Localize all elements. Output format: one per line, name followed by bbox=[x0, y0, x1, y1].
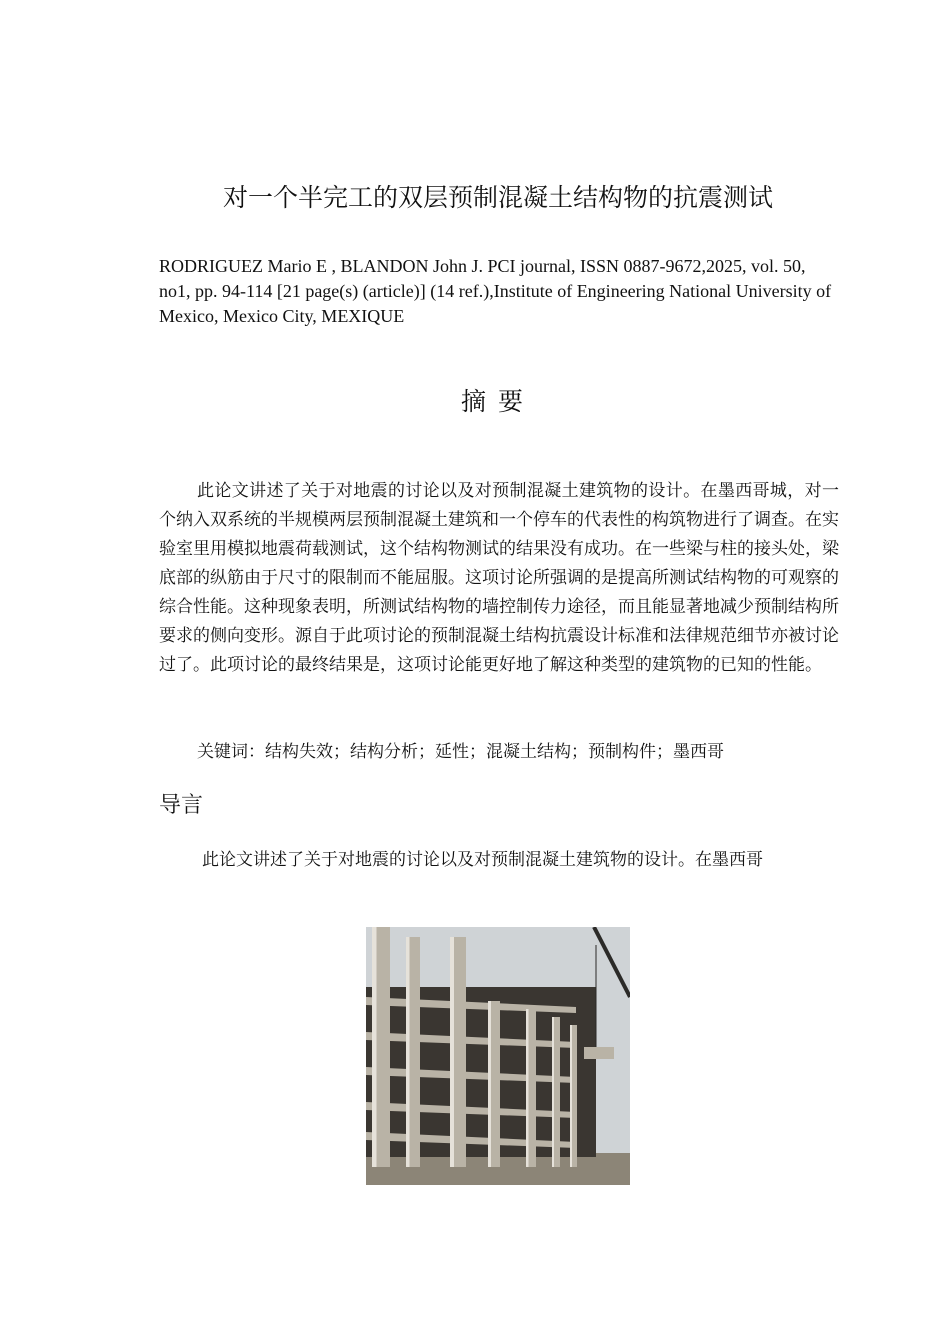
keywords-label: 关键词： bbox=[197, 742, 265, 762]
photo-column-highlight bbox=[526, 1009, 529, 1167]
abstract-body: 此论文讲述了关于对地震的讨论以及对预制混凝土建筑物的设计。在墨西哥城，对一个纳入双系统的半规模两层预制混凝土建筑和一个停车的代表性的构筑物进行了调查。在实验室里用模拟地震荷载测试，这个结构物测试的结果没有成功。在一些梁与柱的接头处，梁底部的纵筋由于尺寸的限制而不能屈服。这项讨论所强调的是提高所测试结构物的可观察的综合性能。这种现象表明，所测试结构物的墙控制传力途径，而且能显著地减少预制结构所要求的侧向变形。源自于此项讨论的预制混凝土结构抗震设计标准和法律规范细节亦被讨论过了。此项讨论的最终结果是，这项讨论能更好地了解这种类型的建筑物的已知的性能。 bbox=[159, 481, 839, 675]
photo-column-highlight bbox=[552, 1017, 554, 1167]
structure-photo-illustration bbox=[366, 927, 630, 1185]
citation-text: RODRIGUEZ Mario E , BLANDON John J. PCI journal, ISSN 0887-9672,2025, vol. 50, no1, pp. 94-114 [21 page(s) (article)] (14 ref.),Institute of Engineering National University of Mexico, Mexico City, MEXIQUE bbox=[159, 256, 832, 326]
photo-column-highlight bbox=[570, 1025, 572, 1167]
paper-title: 对一个半完工的双层预制混凝土结构物的抗震测试 bbox=[222, 183, 773, 212]
keywords-line bbox=[197, 738, 837, 766]
photo-column-highlight bbox=[450, 937, 454, 1167]
photo-column-highlight bbox=[406, 937, 410, 1167]
photo-column-highlight bbox=[372, 927, 377, 1167]
introduction-heading: 导言 bbox=[159, 793, 204, 818]
figure-photo bbox=[366, 927, 630, 1185]
introduction-body: 此论文讲述了关于对地震的讨论以及对预制混凝土建筑物的设计。在墨西哥 bbox=[202, 850, 763, 870]
photo-floor-slabs bbox=[366, 987, 596, 1157]
abstract-heading: 摘要 bbox=[460, 387, 535, 416]
keywords-values: 结构失效；结构分析；延性；混凝土结构；预制构件；墨西哥 bbox=[265, 742, 724, 762]
photo-column-highlight bbox=[488, 1001, 491, 1167]
photo-crane-load bbox=[584, 1047, 614, 1059]
